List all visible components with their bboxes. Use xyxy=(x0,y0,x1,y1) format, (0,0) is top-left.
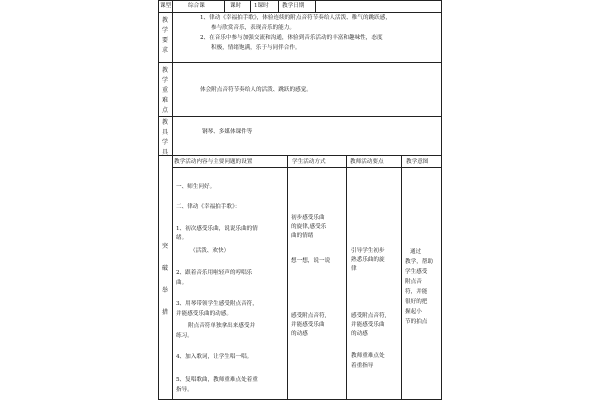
rule-header-1 xyxy=(224,0,225,13)
student-activity-3a: 感受附点音符, xyxy=(291,313,327,319)
goals-line-1: 1、律动《幸福拍手歌》，体验连续的附点音符节奏给人活泼、稚气的跳跃感， xyxy=(200,15,391,21)
content-item-step3b: 并能感受乐曲的动感。 xyxy=(176,311,232,317)
rule-header-4 xyxy=(315,0,316,13)
intent-line-7: 握起小 xyxy=(405,309,422,315)
content-item-step2a: 2、跟着音乐用啦轻声的哼唱乐 xyxy=(176,270,253,276)
student-column-header: 学生活动方式 xyxy=(292,159,326,165)
teacher-activity-3a: 教师重难点处 xyxy=(351,353,385,359)
breakthrough-measures-label: 突破举措 xyxy=(161,243,168,316)
student-activity-3b: 并能感受乐曲 xyxy=(291,322,325,328)
content-item-step2b: 曲。 xyxy=(176,280,188,286)
intent-line-6: 很好的把 xyxy=(405,299,428,305)
goals-line-2b: 积极，情绪饱满，乐于与同伴合作。 xyxy=(211,45,301,51)
content-item-step1a: 1、初次感受乐曲，说说乐曲的情 xyxy=(176,226,258,232)
student-activity-1a: 初步感受乐曲 xyxy=(291,215,325,221)
student-activity-1b: 的旋律,感受乐 xyxy=(291,224,327,230)
student-activity-1c: 曲的情绪 xyxy=(291,233,314,239)
student-activity-3c: 的动感 xyxy=(291,331,308,337)
teaching-aids-label: 教具学具 xyxy=(161,119,168,156)
intent-line-1: 通过 xyxy=(410,249,422,255)
intent-line-8: 节的拍点 xyxy=(405,319,428,325)
goals-label: 教学要求 xyxy=(161,17,168,54)
teacher-activity-1c: 律 xyxy=(351,266,357,272)
content-item-step4: 4、加入歌词，让学生唱一唱。 xyxy=(176,354,253,360)
goals-line-2: 2、在音乐中参与加强交流和沟通，体验到音乐活动的丰富和趣味性，态度 xyxy=(200,35,383,41)
rule-process-2 xyxy=(346,155,347,400)
intent-column-header: 教学意图 xyxy=(406,159,429,165)
content-item-step5b: 指导。 xyxy=(176,387,193,393)
teaching-date-label: 教学日期 xyxy=(282,3,305,9)
teacher-activity-2b: 并能感受乐曲 xyxy=(351,322,385,328)
content-item-greeting: 一、师生问好。 xyxy=(176,184,216,190)
rule-label-column xyxy=(172,0,173,400)
intent-line-3: 学生感受 xyxy=(405,269,428,275)
content-item-step3d: 练习。 xyxy=(176,333,193,339)
content-item-step1b: 绪。 xyxy=(176,235,188,241)
rule-under-keypoints xyxy=(158,116,442,117)
teaching-aids-text: 钢琴、多媒体课件等 xyxy=(202,129,253,135)
content-column-header: 教学活动内容与主要问题的设置 xyxy=(174,159,253,165)
intent-line-4: 附点音 xyxy=(405,279,422,285)
rule-top xyxy=(158,0,442,1)
intent-line-2: 教学，帮助 xyxy=(405,259,433,265)
content-item-step3a: 3、用琴带领学生感受附点音符， xyxy=(176,301,258,307)
rule-header-2 xyxy=(250,0,251,13)
rule-under-aids xyxy=(158,155,442,156)
teacher-activity-2a: 感受附点音符, xyxy=(351,313,387,319)
content-item-step5a: 5、复唱歌曲，教师重难点处着重 xyxy=(176,377,258,383)
key-points-label: 教学重难点 xyxy=(161,67,168,114)
teacher-activity-2c: 的动感 xyxy=(351,331,368,337)
rule-left xyxy=(158,0,159,400)
goals-line-1b: 参与欣赏音乐，表现音乐的能力。 xyxy=(211,25,295,31)
content-item-rhythm: 二、律动《幸福拍手歌》： xyxy=(176,204,241,210)
teacher-activity-1b: 熟悉乐曲的旋 xyxy=(351,257,385,263)
rule-under-goals xyxy=(158,62,442,63)
lesson-plan-sheet xyxy=(158,0,442,400)
class-hours-value: 1课时 xyxy=(254,3,269,9)
teacher-activity-3b: 着重指导 xyxy=(351,363,374,369)
rule-under-header xyxy=(158,12,442,13)
rule-right xyxy=(441,0,442,400)
rule-header-3 xyxy=(278,0,279,13)
key-points-text: 体会附点音符节奏给人的活泼、跳跃的感觉。 xyxy=(200,87,312,93)
intent-line-5: 符，并能 xyxy=(405,289,428,295)
class-hours-label: 课时 xyxy=(230,3,242,9)
content-item-step3c: 附点音符单独拿出来感受并 xyxy=(188,323,256,329)
rule-process-1 xyxy=(287,155,288,400)
content-item-step1c: （活泼、欢快） xyxy=(190,248,230,254)
student-activity-2: 想一想，说一说 xyxy=(291,258,331,264)
teacher-column-header: 教师活动要点 xyxy=(350,159,384,165)
course-type-label: 课型 xyxy=(160,3,172,9)
teacher-activity-1a: 引导学生初步 xyxy=(351,248,385,254)
rule-process-3 xyxy=(401,155,402,400)
course-type-value: 综合课 xyxy=(188,3,205,9)
